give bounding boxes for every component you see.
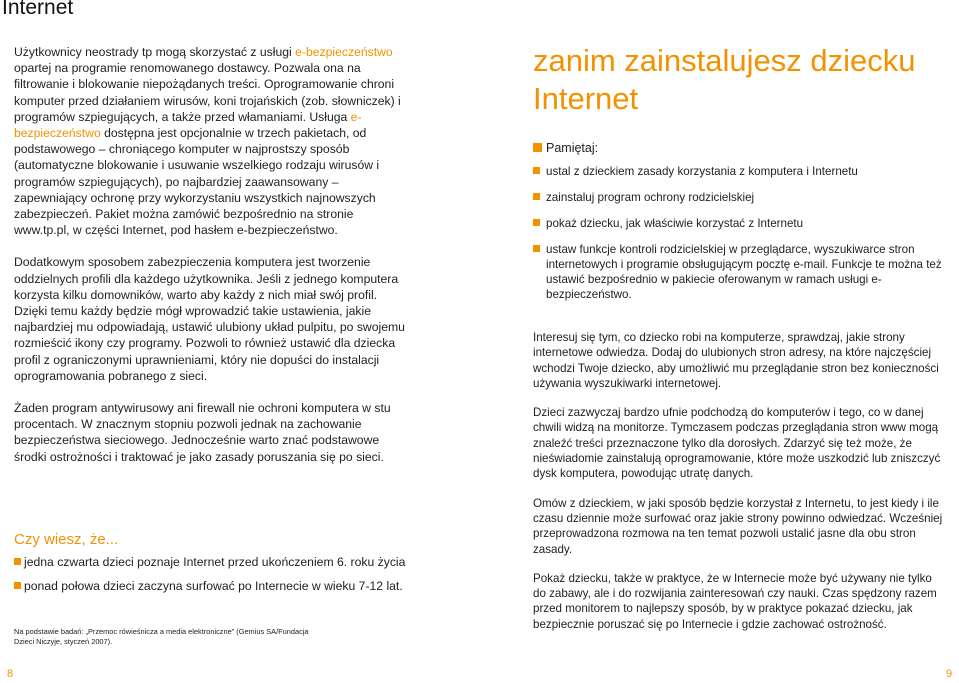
list-item-text: zainstaluj program ochrony rodzicielskiej — [546, 191, 755, 204]
bullet-square-icon — [14, 558, 21, 565]
advice-paragraph: Interesuj się tym, co dziecko robi na komputerze, sprawdzaj, jakie strony internetowe odwiedza. Dodaj do ulubionych stron adresy, na które najczęściej wchodzi Twoje dziecko, aby umożliwić mu przeglądanie stron bez konieczności używania wyszukiwarki internetowej. — [533, 331, 939, 390]
advice-paragraph: Dzieci zazwyczaj bardzo ufnie podchodzą do komputerów i tego, co w danej chwili widzą na monitorze. Tymczasem podczas przeglądania stron www mogą znaleźć treści przeznaczone tylko dla dorosłych. Zdarzyć się też może, że nieświadomie zainstalują oprogramowanie, które może uszkodzić lub zniszczyć dysk komputera, powodując utratę danych. — [533, 406, 941, 481]
advice-paragraph: Omów z dzieckiem, w jaki sposób będzie korzystał z Internetu, to jest kiedy i ile czasu dziennie może surfować oraz jakie strony powinno odwiedzać. Wcześniej przeprowadzona rozmowa na ten temat pozwoli ustalić jasne dla obu stron zasady. — [533, 496, 943, 556]
page-header-title: Internet — [2, 0, 74, 19]
list-item — [14, 578, 412, 594]
list-item-text: pokaż dziecku, jak właściwie korzystać z Internetu — [546, 217, 804, 230]
did-you-know-title: Czy wiesz, że... — [14, 531, 119, 548]
list-item — [533, 216, 945, 231]
intro-paragraph — [14, 44, 412, 238]
bullet-square-icon — [533, 219, 540, 226]
list-item — [533, 164, 945, 179]
remember-label — [533, 140, 945, 156]
section-title-line-1: zanim zainstalujesz dziecku — [533, 43, 916, 78]
bullet-square-icon — [533, 143, 542, 152]
right-column — [533, 42, 945, 646]
service-name: e-bezpieczeństwo — [295, 45, 393, 59]
page-number-right: 9 — [946, 668, 953, 680]
intro-text-3: dostępna jest opcjonalnie w trzech pakietach, od podstawowego – chroniącego komputer w najprostszy sposób (automatyczne blokowanie i usuwanie wszelkiego rodzaju wirusów i programów szpiegujących), po najbardziej zaawansowany – zapewniający ochronę przy wykorzystaniu wszystkich najnowszych zabezpieczeń. Pakiet można zamówić bezpośrednio na stronie www.tp.pl, w części Internet, pod hasłem e-bezpieczeństwo. — [14, 126, 380, 238]
list-item-text: ustal z dzieckiem zasady korzystania z komputera i Internetu — [546, 165, 858, 178]
list-item-text: ponad połowa dzieci zaczyna surfować po Internecie w wieku 7-12 lat. — [24, 579, 403, 593]
list-item — [533, 242, 945, 302]
service-name-2: e-bezpieczeństwo — [14, 109, 362, 141]
intro-text-1: Użytkownicy neostrady tp mogą skorzystać z usługi — [14, 45, 296, 59]
bullet-square-icon — [533, 245, 540, 252]
advice-paragraph: Pokaż dziecku, także w praktyce, że w Internecie może być używany nie tylko do zabawy, ale i do rozwijania zainteresowań czy nauki. Czas spędzony razem przed monitorem to najlepszy sposób, by w praktyce pokazać dziecku, jak bezpiecznie poruszać się po Internecie i gdzie zachować ostrożność. — [533, 571, 937, 631]
bullet-square-icon — [14, 582, 21, 589]
list-item-text: ustaw funkcje kontroli rodzicielskiej w przeglądarce, wyszukiwarce stron internetowych i programie obsługującym pocztę e-mail. Funkcje te można też ustawić bezpośrednio w pakiecie oferowanym w ramach usługi e-bezpieczeństwo. — [546, 243, 942, 301]
did-you-know-list — [14, 554, 412, 594]
left-column — [14, 44, 412, 481]
list-item — [14, 554, 412, 570]
profiles-paragraph: Dodatkowym sposobem zabezpieczenia komputera jest tworzenie oddzielnych profili dla każdego użytkownika. Jeśli z jednego komputera korzysta kilku domowników, warto aby każdy z nich miał swój profil. Dzięki temu każdy będzie mógł wprowadzić takie ustawienia, jakie najbardziej mu odpowiadają, ustawić ulubiony układ pulpitu, po swojemu rozmieścić ikony czy programy. Pozwoli to również ustawić dla dziecka profil z ograniczonymi uprawnieniami, który nie dopuści do instalacji oprogramowania pobranego z sieci. — [14, 255, 405, 383]
remember-label-text: Pamiętaj: — [546, 141, 599, 155]
advice-text — [533, 330, 945, 632]
section-title-line-2: Internet — [533, 81, 639, 116]
did-you-know-box — [14, 531, 412, 602]
page-number-left: 8 — [7, 668, 14, 680]
antivirus-paragraph: Żaden program antywirusowy ani firewall nie ochroni komputera w stu procentach. W znacznym stopniu pozwoli jednak na zachowanie bezpieczeństwa sieciowego. Jednocześnie warto znać podstawowe środki ostrożności i traktować je jako zasady poruszania się po sieci. — [14, 401, 391, 464]
list-item — [533, 190, 945, 205]
intro-text-2: opartej na programie renomowanego dostawcy. Pozwala ona na filtrowanie i blokowanie niepożądanych treści. Oprogramowanie chroni komputer przed działaniem wirusów, koni trojańskich (zob. słowniczek) i programów szpiegujących, a także przed włamaniami. Usługa — [14, 61, 401, 124]
section-title — [533, 42, 945, 118]
source-note: Na podstawie badań: „Przemoc rówieśnicza a media elektroniczne” (Gemius SA/Fundacja Dzieci Niczyje, styczeń 2007). — [14, 627, 309, 646]
bullet-square-icon — [533, 167, 540, 174]
remember-list — [533, 164, 945, 302]
bullet-square-icon — [533, 193, 540, 200]
list-item-text: jedna czwarta dzieci poznaje Internet przed ukończeniem 6. roku życia — [24, 555, 406, 569]
